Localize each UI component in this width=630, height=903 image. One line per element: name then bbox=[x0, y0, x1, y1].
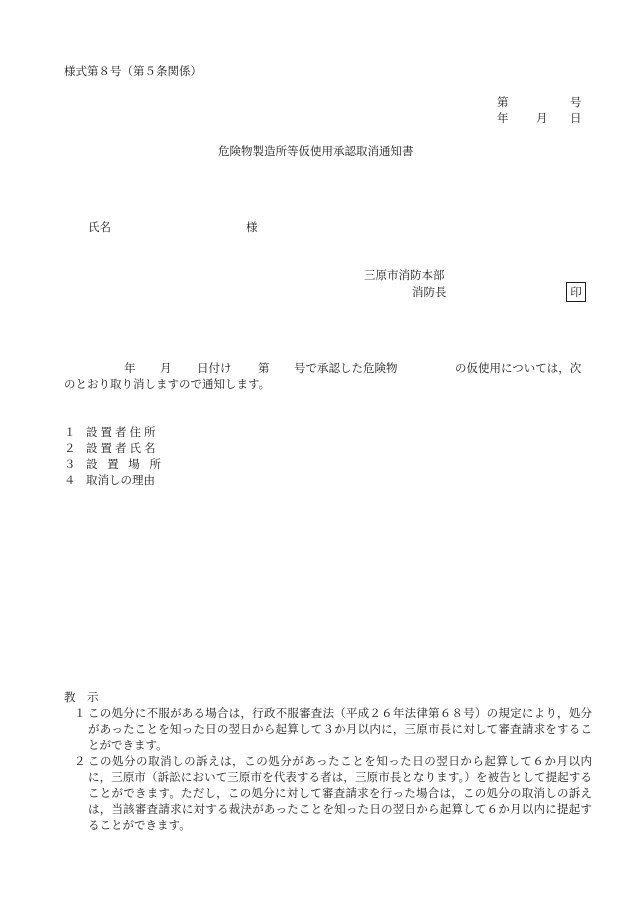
seal-text: 印 bbox=[570, 285, 582, 299]
item-number: ４ bbox=[64, 473, 76, 487]
item-installer-address bbox=[64, 427, 159, 439]
form-label: 様式第８号（第５条関係） bbox=[64, 64, 202, 78]
item-label: 設 置 場 所 bbox=[86, 457, 164, 471]
body-approved: 号で承認した危険物 bbox=[294, 361, 398, 375]
item-number: ３ bbox=[64, 457, 76, 471]
issuer-org: 三原市消防本部 bbox=[364, 268, 445, 282]
notice-item-number: １ bbox=[74, 706, 86, 720]
addressee-honorific: 様 bbox=[246, 220, 258, 234]
date-month: 月 bbox=[536, 111, 548, 125]
notice-item-2 bbox=[64, 753, 592, 833]
item-location bbox=[64, 459, 164, 471]
notice-item-1 bbox=[64, 705, 592, 753]
notice-heading: 教 示 bbox=[64, 690, 99, 704]
doc-number-prefix: 第 bbox=[497, 95, 509, 109]
body-year: 年 bbox=[124, 361, 136, 375]
seal-box bbox=[566, 282, 586, 302]
item-installer-name bbox=[64, 443, 159, 455]
item-number: １ bbox=[64, 425, 76, 439]
issuer-title: 消防長 bbox=[412, 285, 447, 299]
doc-number-suffix: 号 bbox=[570, 95, 582, 109]
date-day: 日 bbox=[570, 111, 582, 125]
document-title: 危険物製造所等仮使用承認取消通知書 bbox=[218, 144, 414, 158]
item-label: 取消しの理由 bbox=[86, 473, 155, 487]
notice-item-text: この処分に不服がある場合は，行政不服審査法（平成２６年法律第６８号）の規定により，処分があったことを知った日の翌日から起算して３か月以内に，三原市長に対して審査請求をすることができます。 bbox=[88, 706, 592, 752]
item-number: ２ bbox=[64, 441, 76, 455]
body-rest: の仮使用については，次 bbox=[455, 361, 582, 375]
body-month: 月 bbox=[160, 361, 172, 375]
body-no-prefix: 第 bbox=[258, 361, 270, 375]
body-dated: 日付け bbox=[197, 361, 232, 375]
item-label: 設置者氏名 bbox=[86, 441, 159, 455]
notice-item-text: この処分の取消しの訴えは，この処分があったことを知った日の翌日から起算して６か月以内に，三原市（訴訟において三原市を代表する者は，三原市長となります。）を被告として提起することができます。ただし，この処分に対して審査請求を行った場合は，この処分の取消しの訴えは，当該審査請求に対する裁決があったことを知った日の翌日から起算して６か月以内に提起することができます。 bbox=[88, 754, 592, 832]
notice-section bbox=[64, 689, 592, 833]
item-label: 設置者住所 bbox=[86, 425, 159, 439]
date-year: 年 bbox=[497, 111, 509, 125]
body-line2: のとおり取り消しますので通知します。 bbox=[64, 377, 271, 391]
notice-item-number: ２ bbox=[74, 754, 86, 768]
addressee-name-label: 氏名 bbox=[88, 220, 111, 234]
item-reason bbox=[64, 475, 155, 487]
